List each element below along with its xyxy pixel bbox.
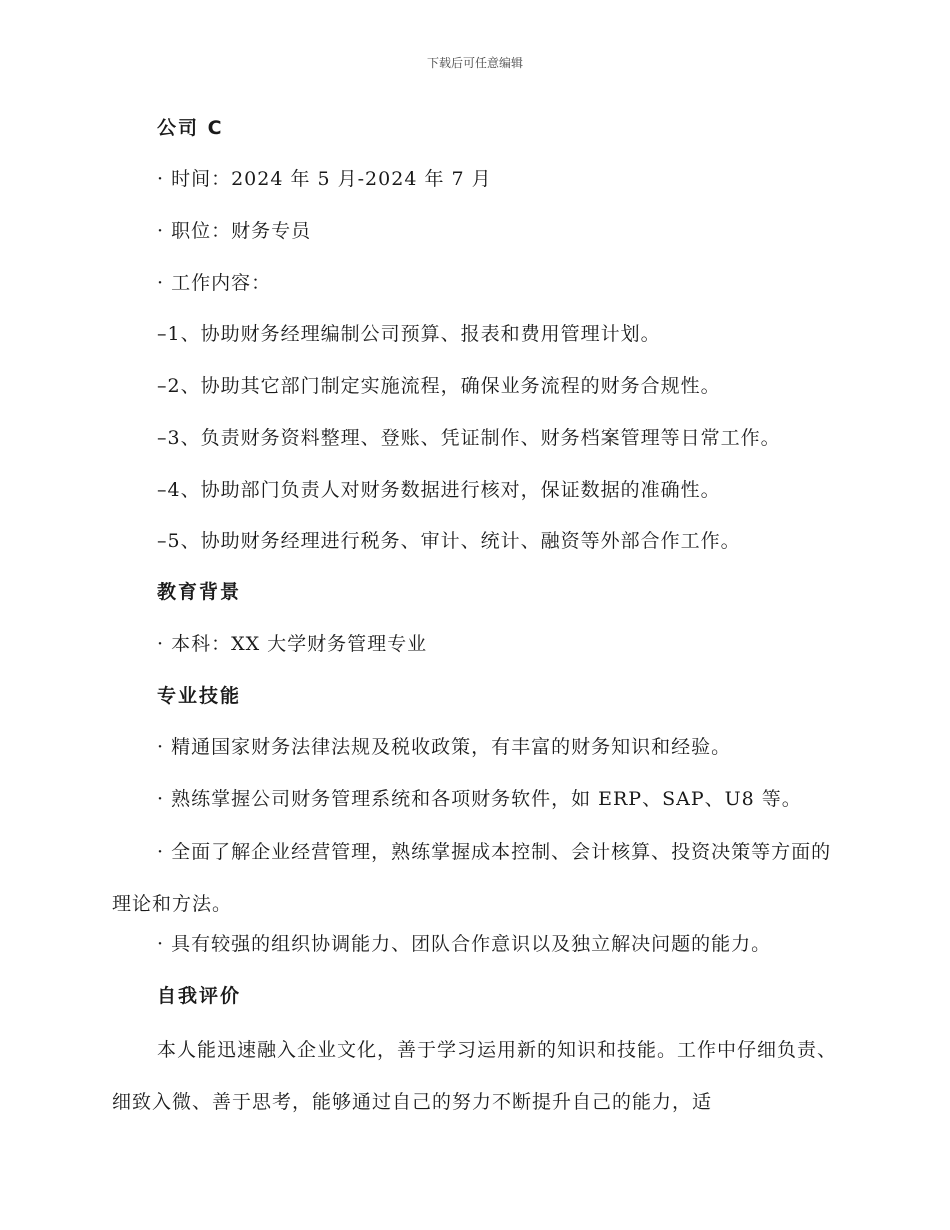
skill-item: · 具有较强的组织协调能力、团队合作意识以及独立解决问题的能力。 [157, 933, 772, 955]
duty-item: –3、负责财务资料整理、登账、凭证制作、财务档案管理等日常工作。 [157, 427, 781, 449]
header-note: 下载后可任意编辑 [426, 56, 523, 70]
duty-item: –4、协助部门负责人对财务数据进行核对，保证数据的准确性。 [157, 479, 721, 501]
duty-item: –5、协助财务经理进行税务、审计、统计、融资等外部合作工作。 [157, 530, 741, 552]
self-eval-heading: 自我评价 [157, 985, 242, 1007]
skill-item: · 熟练掌握公司财务管理系统和各项财务软件，如 ERP、SAP、U8 等。 [157, 788, 802, 810]
company-position: · 职位：财务专员 [157, 220, 312, 242]
duty-item: –2、协助其它部门制定实施流程，确保业务流程的财务合规性。 [157, 375, 721, 397]
skills-heading: 专业技能 [157, 685, 242, 707]
skill-item: · 全面了解企业经营管理，熟练掌握成本控制、会计核算、投资决策等方面的理论和方法。 [112, 841, 832, 915]
self-eval-text: 本人能迅速融入企业文化，善于学习运用新的知识和技能。工作中仔细负责、细致入微、善于思考，能够通过自己的努力不断提升自己的能力，适 [112, 1039, 838, 1113]
duties-label: · 工作内容： [157, 272, 272, 294]
duty-item: –1、协助财务经理编制公司预算、报表和费用管理计划。 [157, 323, 661, 345]
company-name: 公司 C [157, 117, 224, 139]
skill-item: · 精通国家财务法律法规及税收政策，有丰富的财务知识和经验。 [157, 736, 732, 758]
company-time: · 时间：2024 年 5 月-2024 年 7 月 [157, 168, 492, 190]
education-heading: 教育背景 [157, 581, 242, 603]
education-item: · 本科：XX 大学财务管理专业 [157, 633, 428, 655]
